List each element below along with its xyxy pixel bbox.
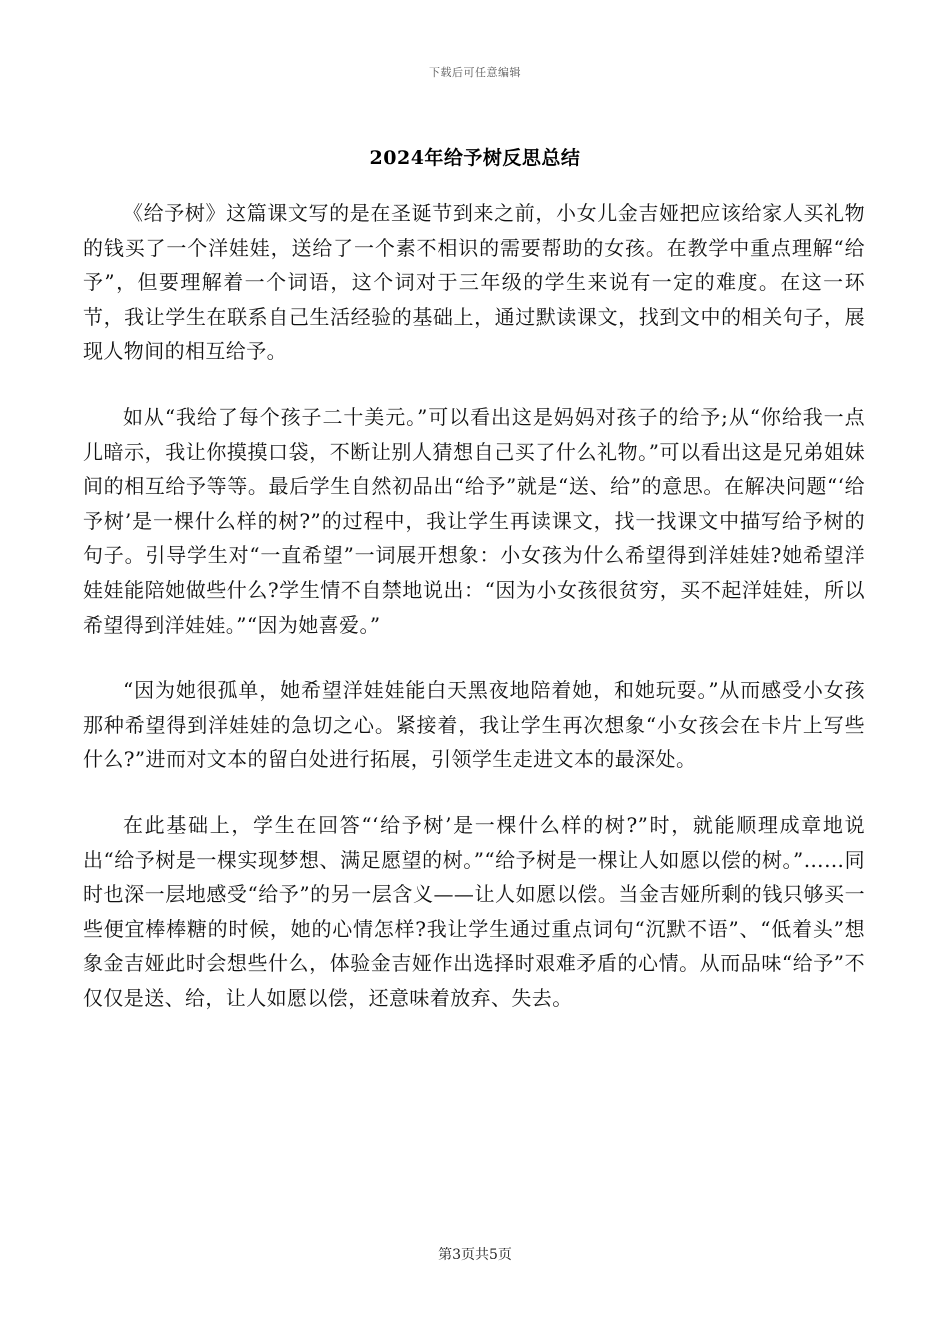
paragraph-4: 在此基础上，学生在回答“‘给予树’是一棵什么样的树?”时，就能顺理成章地说出“给予树是一棵实现梦想、满足愿望的树。”“给予树是一棵让人如愿以偿的树。”……同时也深一层地感受“给予”的另一层含义——让人如愿以偿。当金吉娅所剩的钱只够买一些便宜棒棒糖的时候，她的心情怎样?我让学生通过重点词句“沉默不语”、“低着头”想象金吉娅此时会想些什么，体验金吉娅作出选择时艰难矛盾的心情。从而品味“给予”不仅仅是送、给，让人如愿以偿，还意味着放弃、失去。	[83, 812, 865, 1010]
paragraph-3: “因为她很孤单，她希望洋娃娃能白天黑夜地陪着她，和她玩耍。”从而感受小女孩那种希望得到洋娃娃的急切之心。紧接着，我让学生再次想象“小女孩会在卡片上写些什么?”进而对文本的留白处进行拓展，引领学生走进文本的最深处。	[83, 678, 865, 772]
paragraph-1: 《给予树》这篇课文写的是在圣诞节到来之前，小女儿金吉娅把应该给家人买礼物的钱买了一个洋娃娃，送给了一个素不相识的需要帮助的女孩。在教学中重点理解“给予”，但要理解着一个词语，这个词对于三年级的学生来说有一定的难度。在这一环节，我让学生在联系自己生活经验的基础上，通过默读课文，找到文中的相关句子，展现人物间的相互给予。	[83, 201, 865, 364]
document-title: 2024年给予树反思总结	[369, 147, 581, 169]
paragraph-2: 如从“我给了每个孩子二十美元。”可以看出这是妈妈对孩子的给予;从“你给我一点儿暗示，我让你摸摸口袋，不断让别人猜想自己买了什么礼物。”可以看出这是兄弟姐妹间的相互给予等等。最后学生自然初品出“给予”就是“送、给”的意思。在解决问题“‘给予树’是一棵什么样的树?”的过程中，我让学生再读课文，找一找课文中描写给予树的句子。引导学生对“一直希望”一词展开想象：小女孩为什么希望得到洋娃娃?她希望洋娃娃能陪她做些什么?学生情不自禁地说出：“因为小女孩很贫穷，买不起洋娃娃，所以希望得到洋娃娃。”“因为她喜爱。”	[83, 404, 865, 637]
page-header-note: 下载后可任意编辑	[429, 66, 521, 79]
document-body	[83, 196, 865, 1046]
page-number: 第3页共5页	[438, 1247, 512, 1263]
